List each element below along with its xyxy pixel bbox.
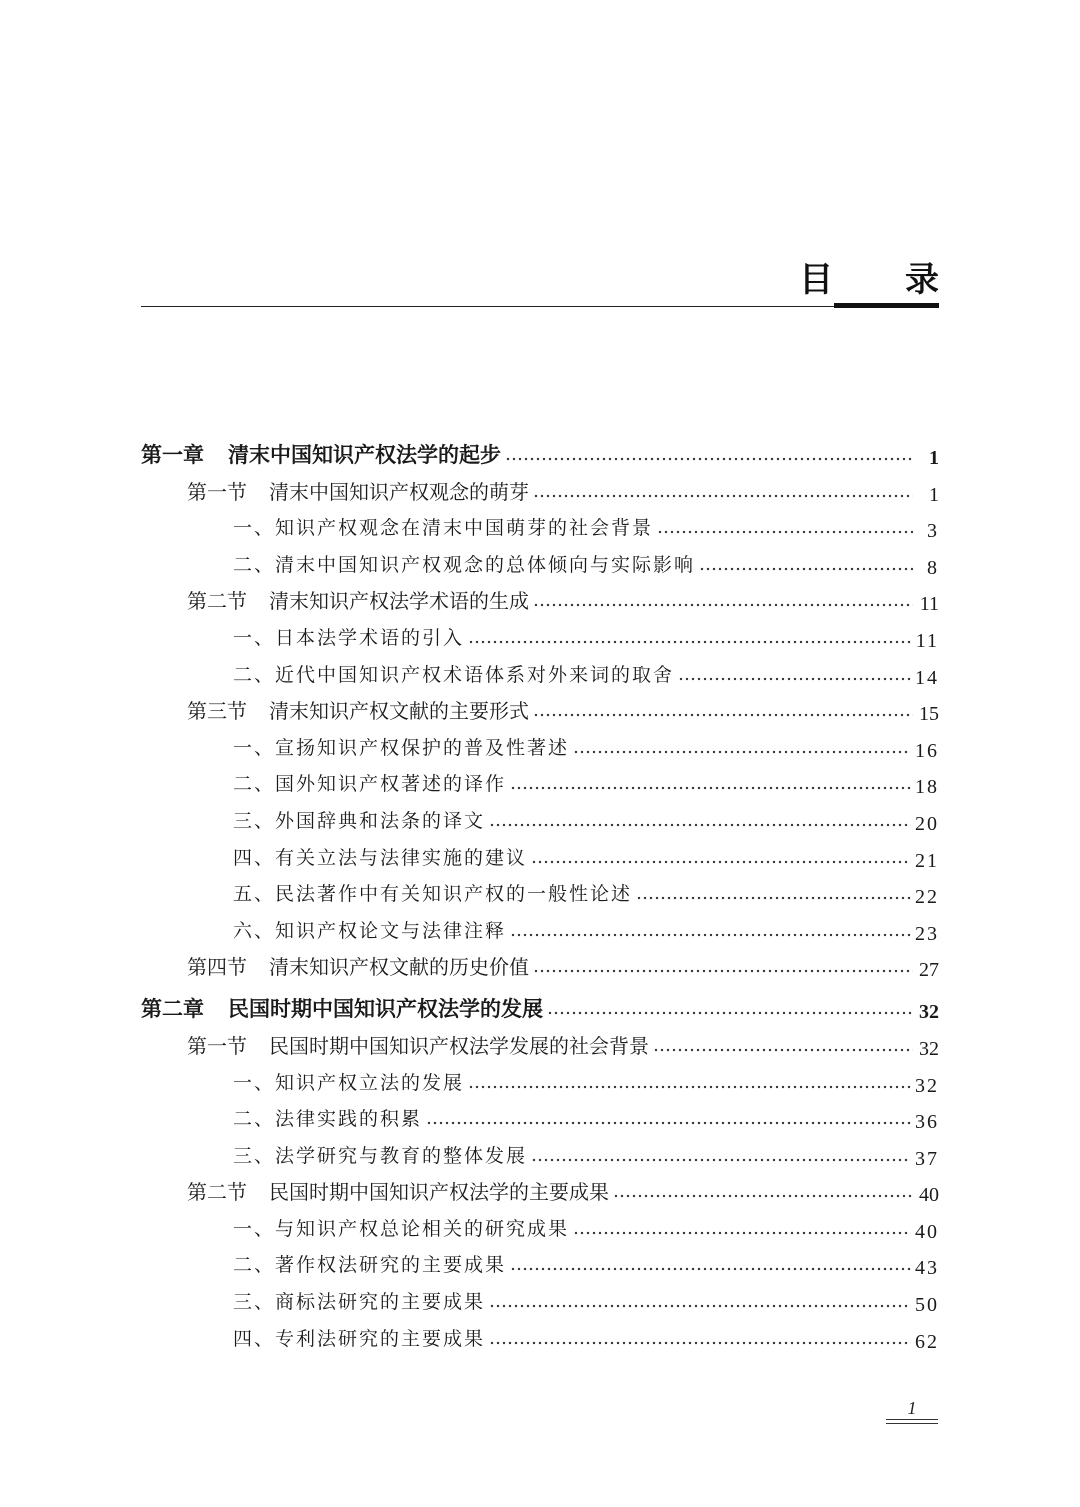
toc-entry-number: 第二节	[187, 1180, 247, 1205]
toc-entry-label	[233, 550, 695, 580]
toc-entry-label	[233, 1324, 485, 1354]
toc-entry-title: 清末中国知识产权观念的萌芽	[269, 479, 529, 504]
toc-entry-item[interactable]	[141, 1207, 939, 1244]
toc-entry-page: 32	[919, 1037, 939, 1060]
toc-entry-page: 23	[915, 922, 939, 945]
dot-leader	[636, 896, 911, 900]
toc-entry-title: 清末知识产权法学术语的生成	[269, 589, 529, 614]
dot-leader	[657, 530, 913, 534]
toc-entry-label	[233, 623, 464, 653]
toc-entry-item[interactable]	[141, 1317, 939, 1354]
toc-entry-page: 11	[919, 593, 939, 616]
toc-entry-title: 一、宣扬知识产权保护的普及性著述	[233, 736, 570, 759]
dot-leader	[678, 677, 911, 681]
toc-entry-page: 14	[915, 666, 939, 689]
folio-rule	[886, 1423, 938, 1424]
dot-leader	[573, 1231, 911, 1235]
dot-leader	[489, 1304, 911, 1308]
toc-entry-title: 二、清末中国知识产权观念的总体倾向与实际影响	[233, 553, 696, 576]
toc-entry-item[interactable]	[141, 873, 939, 910]
toc-entry-title: 二、法律实践的积累	[233, 1108, 423, 1131]
toc-entry-title: 三、法学研究与教育的整体发展	[233, 1144, 528, 1167]
toc-entry-item[interactable]	[141, 1244, 939, 1281]
toc-entry-title: 清末知识产权文献的主要形式	[269, 699, 529, 724]
toc-entry-page: 43	[915, 1257, 939, 1280]
toc-entry-item[interactable]	[141, 1280, 939, 1317]
toc-entry-section[interactable]	[141, 1171, 939, 1208]
toc-entry-page: 40	[919, 1184, 939, 1207]
toc-entry-page: 50	[915, 1294, 939, 1317]
toc-entry-page: 1	[929, 447, 939, 469]
toc-entry-item[interactable]	[141, 1098, 939, 1135]
folio-rule	[886, 1419, 938, 1420]
dot-leader	[531, 1158, 911, 1162]
toc-entry-label	[233, 1287, 485, 1317]
toc-entry-number: 第二节	[187, 589, 247, 614]
toc-entry-page: 8	[927, 556, 939, 579]
toc-entry-title: 民国时期中国知识产权法学发展的社会背景	[269, 1033, 649, 1058]
toc-entry-label	[233, 513, 653, 543]
toc-entry-page: 62	[915, 1330, 939, 1353]
toc-entry-item[interactable]	[141, 653, 939, 690]
toc-entry-number: 第一节	[187, 1033, 247, 1058]
dot-leader	[653, 1048, 913, 1052]
toc-entry-label	[233, 1214, 569, 1244]
toc-entry-item[interactable]	[141, 1134, 939, 1171]
toc-entry-label	[141, 440, 501, 470]
toc-entry-number: 第三节	[187, 699, 247, 724]
toc-entry-label	[187, 477, 529, 507]
toc-entry-title: 四、有关立法与法律实施的建议	[233, 846, 528, 869]
dot-leader	[505, 457, 913, 461]
toc-entry-label	[233, 733, 569, 763]
toc-entry-page: 27	[919, 959, 939, 982]
toc-entry-label	[233, 1104, 422, 1134]
toc-entry-chapter[interactable]	[141, 428, 939, 470]
toc-entry-label	[233, 660, 674, 690]
toc-entry-label	[187, 952, 529, 982]
toc-entry-title: 一、日本法学术语的引入	[233, 626, 465, 649]
toc-entry-item[interactable]	[141, 763, 939, 800]
toc-entry-title: 二、著作权法研究的主要成果	[233, 1254, 507, 1277]
toc-entry-label	[233, 806, 485, 836]
toc-entry-section[interactable]	[141, 1024, 939, 1061]
toc-entry-title: 一、知识产权观念在清末中国萌芽的社会背景	[233, 517, 654, 540]
toc-entry-page: 20	[915, 812, 939, 835]
toc-entry-title: 清末知识产权文献的历史价值	[269, 955, 529, 980]
toc-entry-title: 清末中国知识产权法学的起步	[228, 443, 501, 467]
toc-entry-title: 四、专利法研究的主要成果	[233, 1327, 486, 1350]
dot-leader	[510, 786, 911, 790]
toc-entry-label	[141, 994, 543, 1024]
toc-entry-title: 二、国外知识产权著述的译作	[233, 773, 507, 796]
toc-entry-label	[233, 916, 506, 946]
toc-list	[141, 428, 939, 1354]
dot-leader	[699, 567, 913, 571]
toc-entry-page: 15	[919, 703, 939, 726]
toc-entry-item[interactable]	[141, 543, 939, 580]
toc-entry-number: 第四节	[187, 955, 247, 980]
dot-leader	[533, 969, 913, 973]
toc-entry-item[interactable]	[141, 836, 939, 873]
toc-entry-page: 18	[915, 776, 939, 799]
toc-entry-title: 民国时期中国知识产权法学的主要成果	[269, 1180, 609, 1205]
toc-entry-title: 民国时期中国知识产权法学的发展	[228, 997, 543, 1022]
toc-header	[141, 258, 969, 310]
toc-entry-section[interactable]	[141, 690, 939, 727]
toc-entry-title: 三、商标法研究的主要成果	[233, 1291, 486, 1314]
toc-entry-number: 第一章	[141, 443, 204, 467]
toc-entry-page: 40	[915, 1220, 939, 1243]
toc-entry-section[interactable]	[141, 580, 939, 617]
toc-entry-item[interactable]	[141, 909, 939, 946]
dot-leader	[533, 603, 913, 607]
dot-leader	[489, 1341, 911, 1345]
dot-leader	[489, 823, 911, 827]
toc-entry-item[interactable]	[141, 726, 939, 763]
toc-entry-label	[233, 1250, 506, 1280]
dot-leader	[510, 933, 911, 937]
toc-entry-section[interactable]	[141, 470, 939, 507]
dot-leader	[533, 494, 913, 498]
toc-entry-label	[233, 769, 506, 799]
header-rule-accent	[834, 303, 939, 308]
toc-entry-label	[233, 879, 632, 909]
toc-entry-item[interactable]	[141, 799, 939, 836]
dot-leader	[468, 640, 912, 644]
toc-entry-label	[187, 696, 529, 726]
toc-entry-item[interactable]	[141, 507, 939, 544]
toc-entry-title: 三、外国辞典和法条的译文	[233, 809, 486, 832]
toc-entry-label	[187, 1177, 609, 1207]
toc-entry-chapter[interactable]	[141, 982, 939, 1024]
toc-entry-title: 二、近代中国知识产权术语体系对外来词的取舍	[233, 663, 675, 686]
dot-leader	[531, 860, 911, 864]
dot-leader	[468, 1085, 911, 1089]
toc-entry-label	[187, 586, 529, 616]
toc-entry-page: 32	[919, 1001, 939, 1024]
toc-entry-title: 一、与知识产权总论相关的研究成果	[233, 1217, 570, 1240]
dot-leader	[510, 1267, 911, 1271]
toc-entry-page: 1	[929, 483, 939, 506]
toc-entry-title: 一、知识产权立法的发展	[233, 1071, 465, 1094]
toc-entry-label	[233, 843, 527, 873]
toc-entry-item[interactable]	[141, 616, 939, 653]
toc-entry-label	[233, 1141, 527, 1171]
dot-leader	[533, 713, 913, 717]
toc-entry-item[interactable]	[141, 1061, 939, 1098]
toc-entry-page: 11	[915, 629, 939, 652]
toc-entry-number: 第二章	[141, 997, 204, 1022]
toc-entry-page: 32	[915, 1074, 939, 1097]
toc-entry-page: 16	[915, 739, 939, 762]
toc-entry-page: 22	[915, 886, 939, 909]
toc-entry-label	[233, 1068, 464, 1098]
toc-entry-section[interactable]	[141, 946, 939, 983]
toc-entry-label	[187, 1031, 649, 1061]
toc-entry-number: 第一节	[187, 479, 247, 504]
toc-entry-title: 五、民法著作中有关知识产权的一般性论述	[233, 883, 633, 906]
page-title: 目 录	[799, 260, 969, 300]
dot-leader	[573, 750, 911, 754]
dot-leader	[426, 1121, 911, 1125]
toc-entry-page: 21	[915, 849, 939, 872]
dot-leader	[613, 1194, 913, 1198]
dot-leader	[547, 1011, 913, 1015]
header-rule	[141, 306, 939, 307]
toc-entry-page: 37	[915, 1147, 939, 1170]
toc-entry-title: 六、知识产权论文与法律注释	[233, 919, 507, 942]
toc-entry-page: 3	[927, 520, 939, 543]
toc-entry-page: 36	[915, 1111, 939, 1134]
page-number: 1	[907, 1398, 917, 1418]
